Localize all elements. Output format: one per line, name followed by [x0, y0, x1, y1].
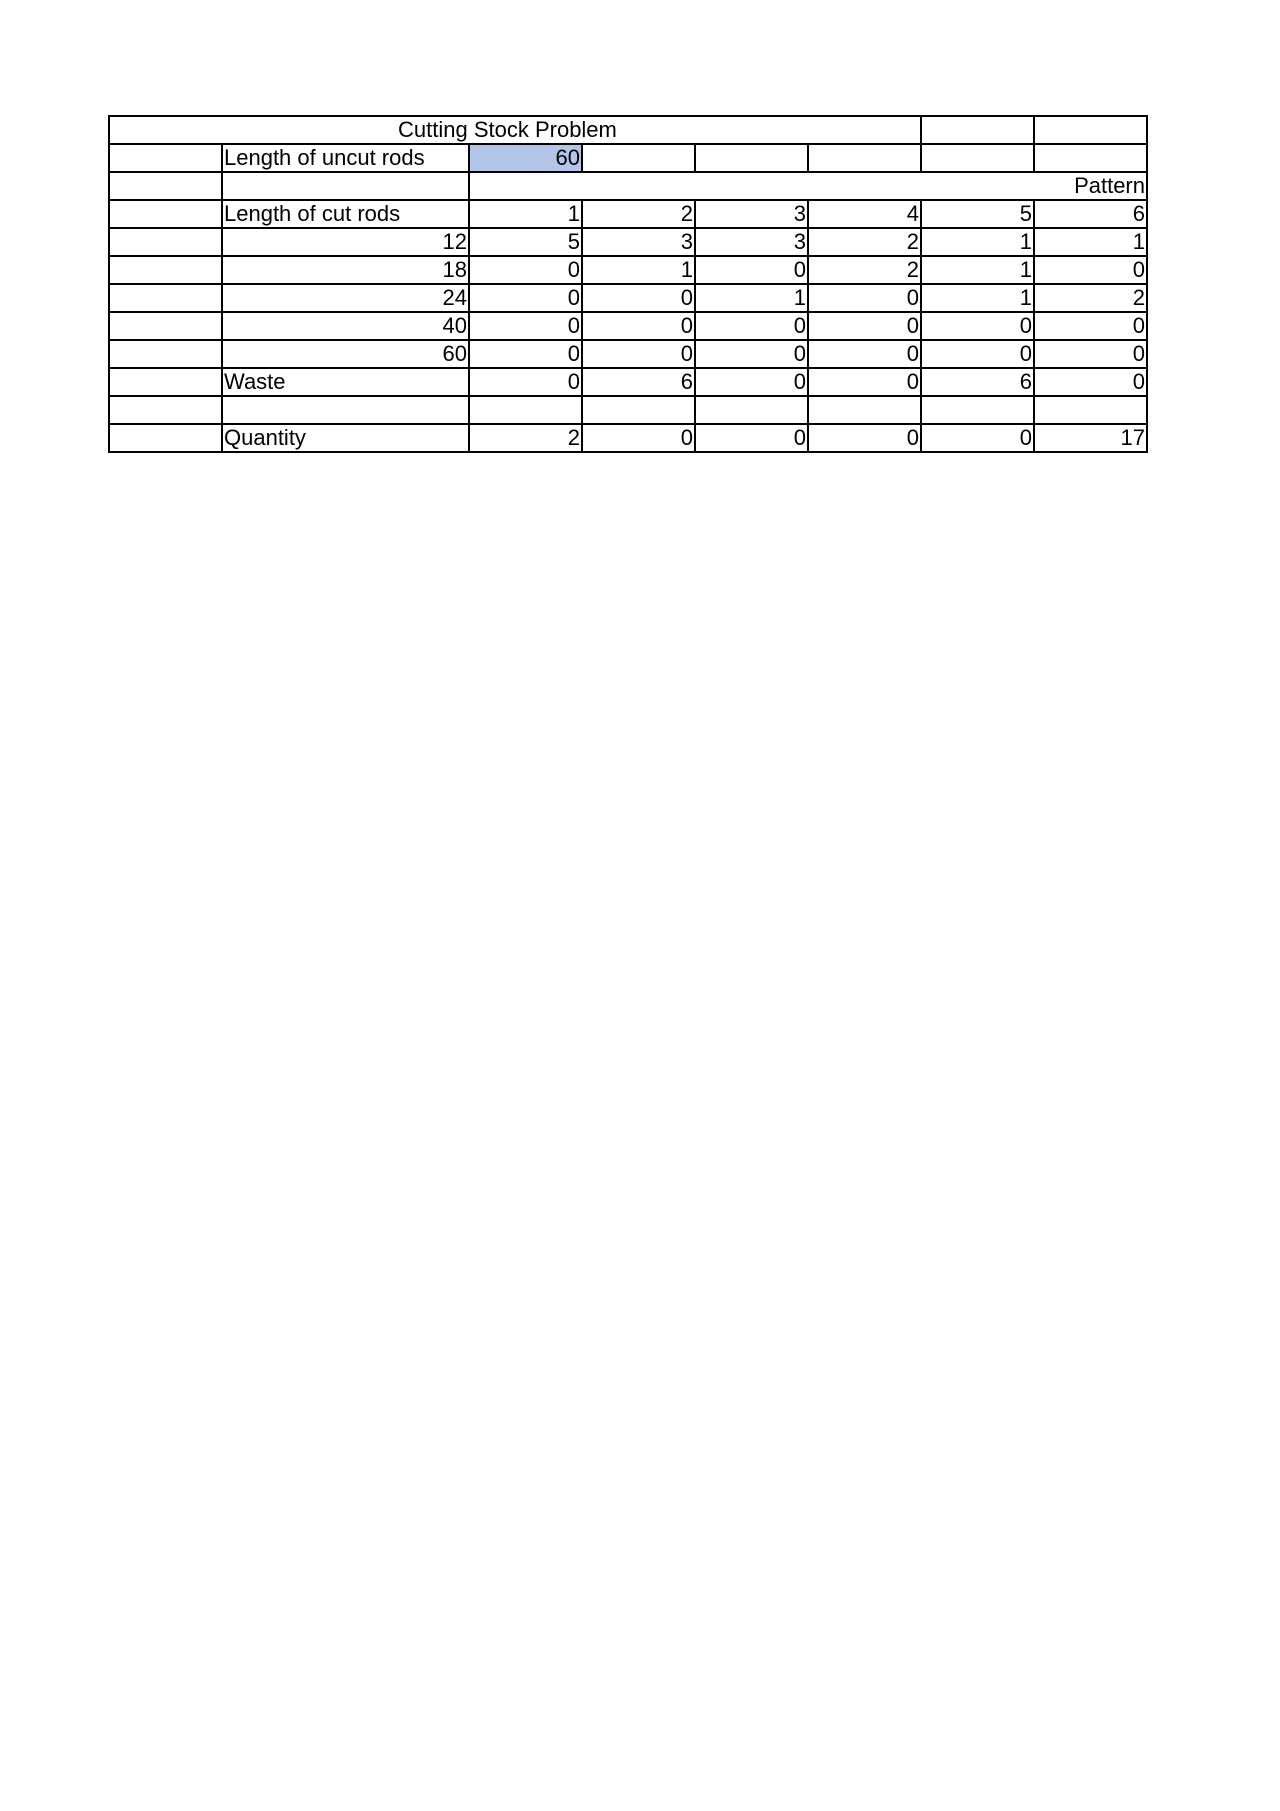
pattern-count[interactable]: 0	[582, 340, 695, 368]
title-cell[interactable]	[109, 116, 921, 144]
pattern-count[interactable]: 3	[582, 228, 695, 256]
pattern-count[interactable]: 2	[808, 228, 921, 256]
empty-cell[interactable]	[222, 396, 469, 424]
empty-cell[interactable]	[1034, 396, 1147, 424]
empty-cell[interactable]	[109, 368, 222, 396]
empty-cell[interactable]	[695, 396, 808, 424]
pattern-count[interactable]: 3	[695, 228, 808, 256]
cutting-stock-table	[108, 115, 1148, 453]
title-row	[109, 116, 1147, 144]
pattern-count[interactable]: 0	[1034, 256, 1147, 284]
empty-cell[interactable]	[109, 228, 222, 256]
quantity-value[interactable]: 0	[808, 424, 921, 452]
pattern-count[interactable]: 0	[1034, 340, 1147, 368]
pattern-header[interactable]: Pattern	[469, 172, 1147, 200]
empty-cell[interactable]	[1034, 144, 1147, 172]
pattern-count[interactable]: 0	[582, 312, 695, 340]
quantity-row	[109, 424, 1147, 452]
pattern-header-row	[109, 172, 1147, 200]
waste-value[interactable]: 0	[695, 368, 808, 396]
pattern-count[interactable]: 0	[808, 284, 921, 312]
pattern-count[interactable]: 0	[469, 256, 582, 284]
pattern-count[interactable]: 2	[1034, 284, 1147, 312]
cut-length[interactable]: 18	[222, 256, 469, 284]
empty-cell[interactable]	[921, 396, 1034, 424]
pattern-count[interactable]: 1	[921, 228, 1034, 256]
table-row	[109, 312, 1147, 340]
empty-cell[interactable]	[695, 144, 808, 172]
pattern-count[interactable]: 0	[808, 312, 921, 340]
waste-value[interactable]: 0	[469, 368, 582, 396]
quantity-value[interactable]: 17	[1034, 424, 1147, 452]
empty-cell[interactable]	[109, 256, 222, 284]
quantity-value[interactable]: 0	[695, 424, 808, 452]
empty-cell[interactable]	[109, 144, 222, 172]
blank-row	[109, 396, 1147, 424]
waste-value[interactable]: 0	[1034, 368, 1147, 396]
uncut-label[interactable]: Length of uncut rods	[222, 144, 469, 172]
waste-row	[109, 368, 1147, 396]
uncut-value-cell[interactable]: 60	[469, 144, 582, 172]
cut-length[interactable]: 12	[222, 228, 469, 256]
empty-cell[interactable]	[109, 312, 222, 340]
waste-value[interactable]: 6	[921, 368, 1034, 396]
pattern-count[interactable]: 0	[469, 312, 582, 340]
pattern-count[interactable]: 1	[695, 284, 808, 312]
empty-cell[interactable]	[921, 116, 1034, 144]
pattern-number[interactable]: 6	[1034, 200, 1147, 228]
pattern-count[interactable]: 2	[808, 256, 921, 284]
pattern-count[interactable]: 5	[469, 228, 582, 256]
pattern-count[interactable]: 0	[695, 256, 808, 284]
pattern-count[interactable]: 0	[808, 340, 921, 368]
cut-header-row	[109, 200, 1147, 228]
empty-cell[interactable]	[1034, 116, 1147, 144]
cut-header-label[interactable]: Length of cut rods	[222, 200, 469, 228]
empty-cell[interactable]	[469, 396, 582, 424]
pattern-number[interactable]: 2	[582, 200, 695, 228]
empty-cell[interactable]	[222, 172, 469, 200]
uncut-row	[109, 144, 1147, 172]
empty-cell[interactable]	[109, 424, 222, 452]
pattern-count[interactable]: 1	[582, 256, 695, 284]
table-row	[109, 256, 1147, 284]
cut-length[interactable]: 24	[222, 284, 469, 312]
pattern-count[interactable]: 0	[469, 284, 582, 312]
pattern-count[interactable]: 1	[921, 256, 1034, 284]
cut-length[interactable]: 60	[222, 340, 469, 368]
empty-cell[interactable]	[109, 396, 222, 424]
pattern-count[interactable]: 1	[1034, 228, 1147, 256]
empty-cell[interactable]	[808, 144, 921, 172]
pattern-count[interactable]: 1	[921, 284, 1034, 312]
pattern-count[interactable]: 0	[695, 340, 808, 368]
pattern-count[interactable]: 0	[469, 340, 582, 368]
table-row	[109, 284, 1147, 312]
pattern-count[interactable]: 0	[921, 340, 1034, 368]
pattern-number[interactable]: 4	[808, 200, 921, 228]
empty-cell[interactable]	[109, 172, 222, 200]
waste-value[interactable]: 6	[582, 368, 695, 396]
table-row	[109, 340, 1147, 368]
pattern-count[interactable]: 0	[1034, 312, 1147, 340]
quantity-value[interactable]: 0	[582, 424, 695, 452]
empty-cell[interactable]	[109, 340, 222, 368]
empty-cell[interactable]	[582, 144, 695, 172]
quantity-value[interactable]: 2	[469, 424, 582, 452]
waste-value[interactable]: 0	[808, 368, 921, 396]
pattern-number[interactable]: 1	[469, 200, 582, 228]
pattern-count[interactable]: 0	[582, 284, 695, 312]
pattern-count[interactable]: 0	[921, 312, 1034, 340]
quantity-label[interactable]: Quantity	[222, 424, 469, 452]
table-row	[109, 228, 1147, 256]
empty-cell[interactable]	[582, 396, 695, 424]
pattern-count[interactable]: 0	[695, 312, 808, 340]
empty-cell[interactable]	[109, 284, 222, 312]
empty-cell[interactable]	[109, 200, 222, 228]
cut-length[interactable]: 40	[222, 312, 469, 340]
empty-cell[interactable]	[808, 396, 921, 424]
quantity-value[interactable]: 0	[921, 424, 1034, 452]
table-title: Cutting Stock Problem	[398, 117, 617, 142]
pattern-number[interactable]: 5	[921, 200, 1034, 228]
pattern-number[interactable]: 3	[695, 200, 808, 228]
waste-label[interactable]: Waste	[222, 368, 469, 396]
empty-cell[interactable]	[921, 144, 1034, 172]
